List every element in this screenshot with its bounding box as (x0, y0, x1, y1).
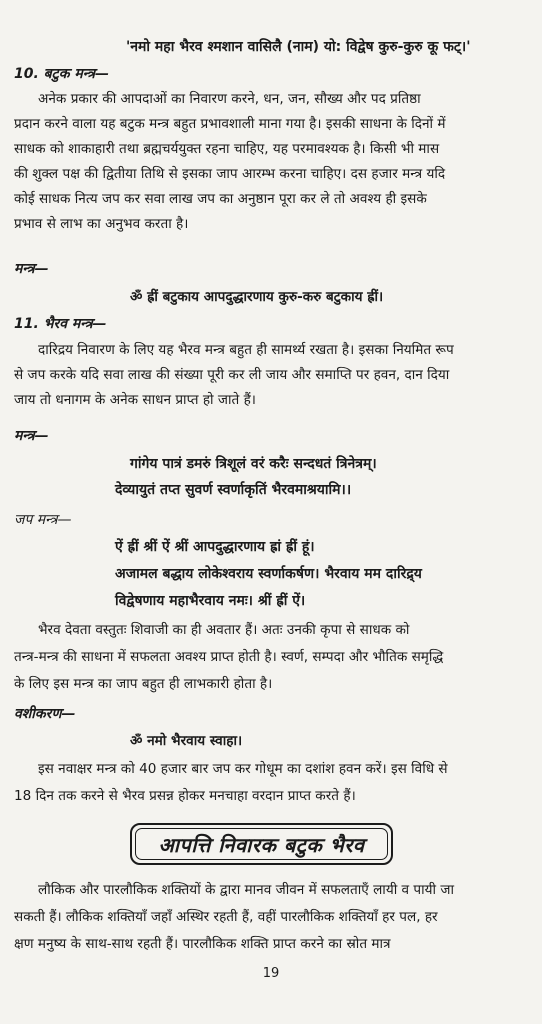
section-11-para2-line: भैरव देवता वस्तुतः शिवाजी का ही अवतार हैं। अतः उनकी कृपा से साधक को (38, 622, 410, 638)
page-number: 19 (262, 966, 280, 981)
boxed-section-heading-text: आपत्ति निवारक बटुक भैरव (158, 832, 365, 857)
section-10-mantra: ॐ ह्रीं बटुकाय आपदुद्धारणाय कुरु-करु बटुकाय ह्रीं। (130, 289, 384, 305)
vashikaran-para-line: 18 दिन तक करने से भैरव प्रसन्न होकर मनचाहा वरदान प्राप्त करते हैं। (14, 788, 356, 804)
section-10-para-line: अनेक प्रकार की आपदाओं का निवारण करने, धन, जन, सौख्य और पद प्रतिष्ठा (38, 91, 421, 107)
vashikaran-mantra: ॐ नमो भैरवाय स्वाहा। (130, 733, 243, 749)
jap-mantra-line: अजामल बद्धाय लोकेश्वराय स्वर्णाकर्षण। भैरवाय मम दारिद्र्य (115, 566, 422, 582)
final-para-line: क्षण मनुष्य के साथ-साथ रहती हैं। पारलौकिक शक्ति प्राप्त करने का स्रोत मात्र (14, 936, 391, 952)
section-10-para-line: साधक को शाकाहारी तथा ब्रह्मचर्ययुक्त रहना चाहिए, यह परमावश्यक है। किसी भी मास (14, 141, 440, 157)
section-11-para-line: जाय तो धनागम के अनेक साधन प्राप्त हो जाते हैं। (14, 392, 256, 408)
jap-mantra-label: जप मन्त्र— (14, 512, 72, 528)
section-11-para2-line: तन्त्र-मन्त्र की साधना में सफलता अवश्य प्राप्त होती है। स्वर्ण, सम्पदा और भौतिक समृद्धि (14, 649, 444, 665)
section-10-para-line: की शुक्ल पक्ष की द्वितीया तिथि से इसका जाप आरम्भ करना चाहिए। दस हजार मन्त्र यदि (14, 166, 446, 182)
section-10-para-line: प्रदान करने वाला यह बटुक मन्त्र बहुत प्रभावशाली माना गया है। इसकी साधना के दिनों में (14, 116, 446, 132)
section-11-para-line: दारिद्रय निवारण के लिए यह भैरव मन्त्र बहुत ही सामर्थ्य रखता है। इसका नियमित रूप (38, 342, 454, 358)
vashikaran-para-line: इस नवाक्षर मन्त्र को 40 हजार बार जप कर गोधूम का दशांश हवन करें। इस विधि से (38, 761, 448, 777)
section-11-para2-line: के लिए इस मन्त्र का जाप बहुत ही लाभकारी होता है। (14, 676, 273, 692)
jap-mantra-line: विद्वेषणाय महाभैरवाय नमः। श्रीं ह्रीं ऐं। (115, 593, 306, 609)
section-11-mantra-line: देव्यायुतं तप्त सुवर्ण स्वर्णाकृतिं भैरवमाश्रयामि।। (115, 482, 352, 498)
jap-mantra-line: ऐं ह्रीं श्रीं ऐं श्रीं आपदुद्धारणाय ह्रां ह्रीं हूं। (115, 539, 315, 555)
section-10-para-line: कोई साधक नित्य जप कर सवा लाख जप का अनुष्ठान पूरा कर ले तो अवश्य ही इसके (14, 191, 427, 207)
section-10-para-line: प्रभाव से लाभ का अनुभव करता है। (14, 216, 189, 232)
final-para-line: लौकिक और पारलौकिक शक्तियों के द्वारा मानव जीवन में सफलताएँ लायी व पायी जा (38, 882, 454, 898)
top-mantra: 'नमो महा भैरव श्मशान वासिलै (नाम) यो: विद्वेष कुरु-कुरु कू फट्।' (126, 39, 471, 55)
final-para-line: सकती हैं। लौकिक शक्तियाँ जहाँ अस्थिर रहती हैं, वहीं पारलौकिक शक्तियाँ हर पल, हर (14, 909, 438, 925)
vashikaran-label: वशीकरण— (14, 706, 76, 722)
section-11-para-line: से जप करके यदि सवा लाख की संख्या पूरी कर ली जाय और समाप्ति पर हवन, दान दिया (14, 367, 450, 383)
section-11-heading: 11. भैरव मन्त्र— (14, 316, 107, 332)
section-10-mantra-label: मन्त्र— (14, 261, 49, 277)
section-11-mantra-line: गांगेय पात्रं डमरुं त्रिशूलं वरं करैः सन्दधतं त्रिनेत्रम्। (130, 456, 377, 472)
section-10-heading: 10. बटुक मन्त्र— (14, 66, 110, 82)
section-11-mantra-label: मन्त्र— (14, 428, 49, 444)
boxed-section-heading (130, 823, 393, 865)
